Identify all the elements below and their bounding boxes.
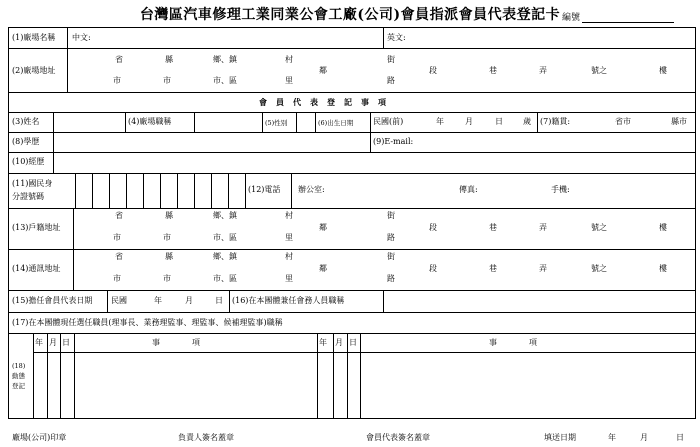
address-part: 里 bbox=[285, 274, 293, 283]
log-day-header-2: 日 bbox=[349, 338, 357, 347]
representative-date-month: 月 bbox=[185, 296, 193, 305]
address-part: 路 bbox=[387, 76, 395, 85]
serial-label: 編號 bbox=[562, 13, 581, 23]
province-label: 省市 bbox=[615, 117, 631, 126]
address-part: 縣 bbox=[165, 55, 173, 64]
log-month-header: 月 bbox=[49, 338, 57, 347]
address-part: 市 bbox=[163, 76, 171, 85]
address-part: 號之 bbox=[591, 264, 607, 273]
responsible-signature-label: 負責人簽名蓋章 bbox=[178, 433, 234, 442]
dynamic-registration-label-2: 動態 bbox=[12, 372, 25, 380]
address-part: 街 bbox=[387, 252, 395, 261]
address-part: 段 bbox=[429, 66, 437, 75]
address-part: 弄 bbox=[539, 223, 547, 232]
address-part: 省 bbox=[115, 55, 123, 64]
registration-form bbox=[8, 27, 696, 419]
send-date-month: 月 bbox=[640, 433, 648, 442]
log-matters-header-2: 事 項 bbox=[489, 338, 537, 347]
address-part: 鄉、鎮 bbox=[213, 211, 237, 220]
log-year-header-2: 年 bbox=[319, 338, 327, 347]
address-part: 村 bbox=[285, 211, 293, 220]
age-label: 歲 bbox=[523, 117, 531, 126]
address-part: 里 bbox=[285, 233, 293, 242]
experience-label: (10)經歷 bbox=[12, 157, 45, 166]
address-part: 縣 bbox=[165, 252, 173, 261]
address-part: 樓 bbox=[659, 66, 667, 75]
address-part: 市、區 bbox=[213, 274, 237, 283]
address-part: 省 bbox=[115, 252, 123, 261]
english-name-label: 英文: bbox=[387, 33, 406, 42]
send-date-year: 年 bbox=[608, 433, 616, 442]
representative-signature-label: 會員代表簽名蓋章 bbox=[366, 433, 430, 442]
address-part: 弄 bbox=[539, 66, 547, 75]
address-part: 弄 bbox=[539, 264, 547, 273]
address-part: 路 bbox=[387, 274, 395, 283]
representative-date-label: (15)擔任會員代表日期 bbox=[12, 296, 93, 305]
address-part: 鄰 bbox=[319, 66, 327, 75]
address-part: 鄉、鎮 bbox=[213, 55, 237, 64]
mobile-label: 手機: bbox=[551, 185, 570, 194]
fax-label: 傳真: bbox=[459, 185, 478, 194]
address-part: 市、區 bbox=[213, 76, 237, 85]
send-date-label: 填送日期 bbox=[544, 433, 576, 442]
name-label: (3)姓名 bbox=[12, 117, 40, 126]
log-month-header-2: 月 bbox=[335, 338, 343, 347]
origin-label: (7)籍貫: bbox=[540, 117, 571, 126]
serial-number bbox=[562, 10, 674, 23]
address-part: 段 bbox=[429, 223, 437, 232]
elected-position-label: (17)在本團體現任選任職員(理事長、業務理監事、理監事、候補理監事)職稱 bbox=[12, 318, 283, 327]
address-part: 街 bbox=[387, 55, 395, 64]
log-year-header: 年 bbox=[35, 338, 43, 347]
household-address-label: (13)戶籍地址 bbox=[12, 223, 61, 232]
address-part: 路 bbox=[387, 233, 395, 242]
serial-field[interactable] bbox=[582, 14, 674, 23]
address-part: 鄰 bbox=[319, 264, 327, 273]
concurrent-position-label: (16)在本團體兼任會務人員職稱 bbox=[232, 296, 345, 305]
address-part: 市、區 bbox=[213, 233, 237, 242]
address-part: 樓 bbox=[659, 223, 667, 232]
birth-month-label: 月 bbox=[465, 117, 473, 126]
education-label: (8)學歷 bbox=[12, 137, 40, 146]
birth-year-label: 年 bbox=[436, 117, 444, 126]
id-number-label-2: 分證號碼 bbox=[12, 192, 44, 201]
address-part: 市 bbox=[163, 274, 171, 283]
address-part: 市 bbox=[113, 274, 121, 283]
address-part: 省 bbox=[115, 211, 123, 220]
representative-date-roc: 民國 bbox=[111, 296, 127, 305]
address-part: 市 bbox=[113, 76, 121, 85]
address-part: 鄰 bbox=[319, 223, 327, 232]
log-day-header: 日 bbox=[62, 338, 70, 347]
company-seal-label: 廠場(公司)印章 bbox=[12, 433, 67, 442]
address-part: 縣 bbox=[165, 211, 173, 220]
address-part: 村 bbox=[285, 252, 293, 261]
factory-address-label: (2)廠場地址 bbox=[12, 66, 56, 75]
send-date-day: 日 bbox=[676, 433, 684, 442]
address-part: 號之 bbox=[591, 223, 607, 232]
section-header: 會員代表登記事項 bbox=[259, 97, 395, 107]
log-matters-header: 事 項 bbox=[152, 338, 200, 347]
dynamic-registration-label: (18) bbox=[12, 362, 26, 370]
position-label: (4)廠場職稱 bbox=[128, 117, 172, 126]
address-part: 鄉、鎮 bbox=[213, 252, 237, 261]
phone-label: (12)電話 bbox=[248, 185, 281, 194]
address-part: 村 bbox=[285, 55, 293, 64]
address-part: 號之 bbox=[591, 66, 607, 75]
address-part: 樓 bbox=[659, 264, 667, 273]
email-label: (9)E-mail: bbox=[373, 137, 414, 146]
office-phone-label: 辦公室: bbox=[298, 185, 325, 194]
address-part: 里 bbox=[285, 76, 293, 85]
county-label: 縣市 bbox=[671, 117, 687, 126]
address-part: 段 bbox=[429, 264, 437, 273]
representative-date-day: 日 bbox=[215, 296, 223, 305]
address-part: 巷 bbox=[489, 223, 497, 232]
chinese-name-label: 中文: bbox=[72, 33, 91, 42]
address-part: 市 bbox=[163, 233, 171, 242]
factory-name-label: (1)廠場名稱 bbox=[12, 33, 56, 42]
address-part: 巷 bbox=[489, 264, 497, 273]
address-part: 街 bbox=[387, 211, 395, 220]
birth-label: (6)出生日期 bbox=[318, 119, 354, 127]
birth-roc-label: 民國(前) bbox=[373, 117, 404, 126]
gender-label: (5)性別 bbox=[265, 119, 288, 127]
address-part: 市 bbox=[113, 233, 121, 242]
dynamic-registration-label-3: 登記 bbox=[12, 382, 25, 390]
form-title: 台灣區汽車修理工業同業公會工廠(公司)會員指派會員代表登記卡 bbox=[139, 7, 561, 23]
address-part: 巷 bbox=[489, 66, 497, 75]
birth-day-label: 日 bbox=[495, 117, 503, 126]
id-number-label: (11)國民身 bbox=[12, 179, 53, 188]
representative-date-year: 年 bbox=[154, 296, 162, 305]
mailing-address-label: (14)通訊地址 bbox=[12, 264, 61, 273]
